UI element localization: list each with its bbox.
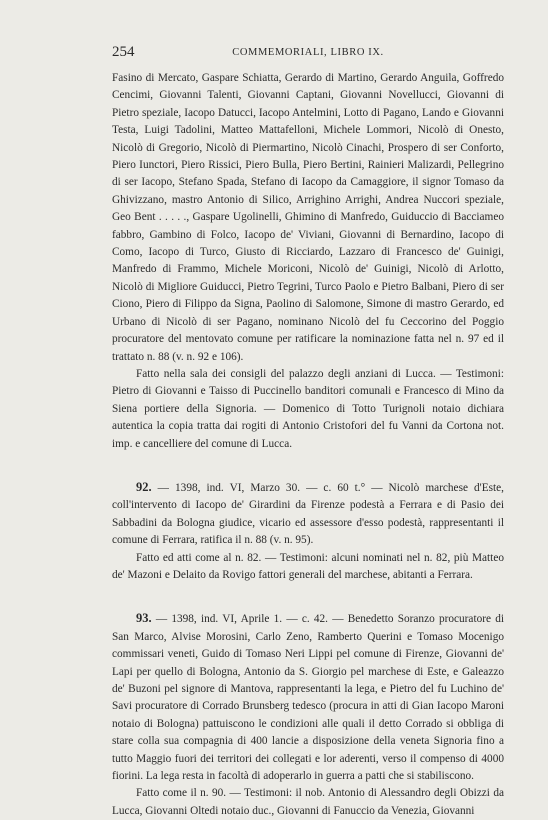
page-number: 254 [112,44,135,60]
entry-93 [112,610,504,785]
document-body [112,70,504,820]
entry-number: 93. [136,611,152,626]
entry-92 [112,479,504,550]
entry-number: 92. [136,479,152,494]
paragraph-witnesses-lucca: Fatto nella sala dei consigli del palazzo degli anziani di Lucca. — Testimoni: Pietro di Giovanni e Taisso di Puccinello banditori comunali e Francesco di Mino da Siena portiere della Signoria. — Domenico di Totto Turignoli notaio dichiara autentica la copia tratta dai rogiti di Antonio Cristofori del fu Vanni da Cortona not. imp. e cancelliere del comune di Lucca. [112,367,504,450]
entry-text: — 1398, ind. VI, Aprile 1. — c. 42. — Benedetto Soranzo procuratore di San Marco, Alvise Morosini, Carlo Zeno, Ramberto Querini e Tomaso Mocenigo commissari veneti, Guido di Tomaso Neri Lippi pel comune di Firenze, Giovanni de' Lapi per quello di Bologna, Antonio da S. Giorgio pel marchese di Este, e Galeazzo de' Buzoni pel signore di Mantova, rappresentanti la lega, e Pietro del fu Luchino de' Savi procuratore di Corrado Brunsberg tedesco (procura in atti di Gian Iacopo Maroni notaio di Bologna) pattuiscono le condizioni alle quali il detto Corrado si obbliga di stare colla sua compagnia di 400 lancie a disposizione della veneta Signoria fino a tutto Maggio fuori dei territori dei collegati e lor aderenti, verso il compenso di 4000 fiorini. La lega resta in facoltà di adoperarlo in guerra a patti che si stabiliscono. [112,613,504,783]
page-header [112,44,504,62]
running-title: COMMEMORIALI, LIBRO IX. [232,47,384,58]
entry-text: — 1398, ind. VI, Marzo 30. — c. 60 t.° — Nicolò marchese d'Este, coll'intervento di Iacopo de' Girardini da Firenze podestà a Ferrara e di Pasio dei Sabbadini da Bologna giudice, vicario ed assessore d'esso podestà, rappresentanti il comune di Ferrara, ratifica il n. 88 (v. n. 95). [112,481,504,547]
paragraph-witness-list: Fasino di Mercato, Gaspare Schiatta, Gerardo di Martino, Gerardo Anguila, Goffredo Cencimi, Giovanni Talenti, Giovanni Captani, Giovanni Novellucci, Giovanni di Pietro speziale, Iacopo Datucci, Iacopo Antelmini, Lotto di Pagano, Lando e Giovanni Testa, Luigi Tadolini, Matteo Mattafelloni, Michele Lommori, Nicolò di Onesto, Nicolò di Gregorio, Nicolò di Piermartino, Nicolò Cinachi, Prospero di ser Conforto, Piero Iunctori, Piero Rissici, Piero Bulla, Piero Bertini, Rainieri Malizardi, Pellegrino di ser Iacopo, Stefano Spada, Stefano di Iacopo da Camaggiore, il signor Tomaso da Ghivizzano, mastro Antonio di Silico, Arrighino Arrighi, Andrea Nuccori speziale, Geo Bent . . . . ., Gaspare Ugolinelli, Ghimino di Manfredo, Guiduccio di Bacciameo fabbro, Gambino di Folco, Iacopo de' Viviani, Giovanni di Bernardino, Iacopo di Como, Iacopo di Turco, Giusto di Ricciardo, Lazzaro di Francesco de' Guinigi, Manfredo di Frammo, Michele Moriconi, Nicolò de' Guinigi, Nicolò di Arlotto, Nicolò di Migliore Guiducci, Pietro Tegrini, Turco Paolo e Pietro Balbani, Piero di ser Ciono, Piero di Filippo da Signa, Paolino di Salomone, Simone di mastro Gerardo, ed Urbano di Nicolò di ser Pagano, nominano Nicolò del fu Ceccorino del Poggio procuratore del mentovato comune per ratificare la nominazione fatta nel n. 97 ed il trattato n. 88 (v. n. 92 e 106). [112,72,504,363]
paragraph-witnesses-ferrara: Fatto ed atti come al n. 82. — Testimoni: alcuni nominati nel n. 82, più Matteo de' Mazoni e Delaito da Rovigo fattori generali del marchese, abitanti a Ferrara. [112,551,504,581]
paragraph-witnesses-final: Fatto come il n. 90. — Testimoni: il nob. Antonio di Alessandro degli Obizzi da Lucca, Giovanni Oltedi notaio duc., Giovanni di Fanuccio da Venezia, Giovanni [112,787,504,817]
